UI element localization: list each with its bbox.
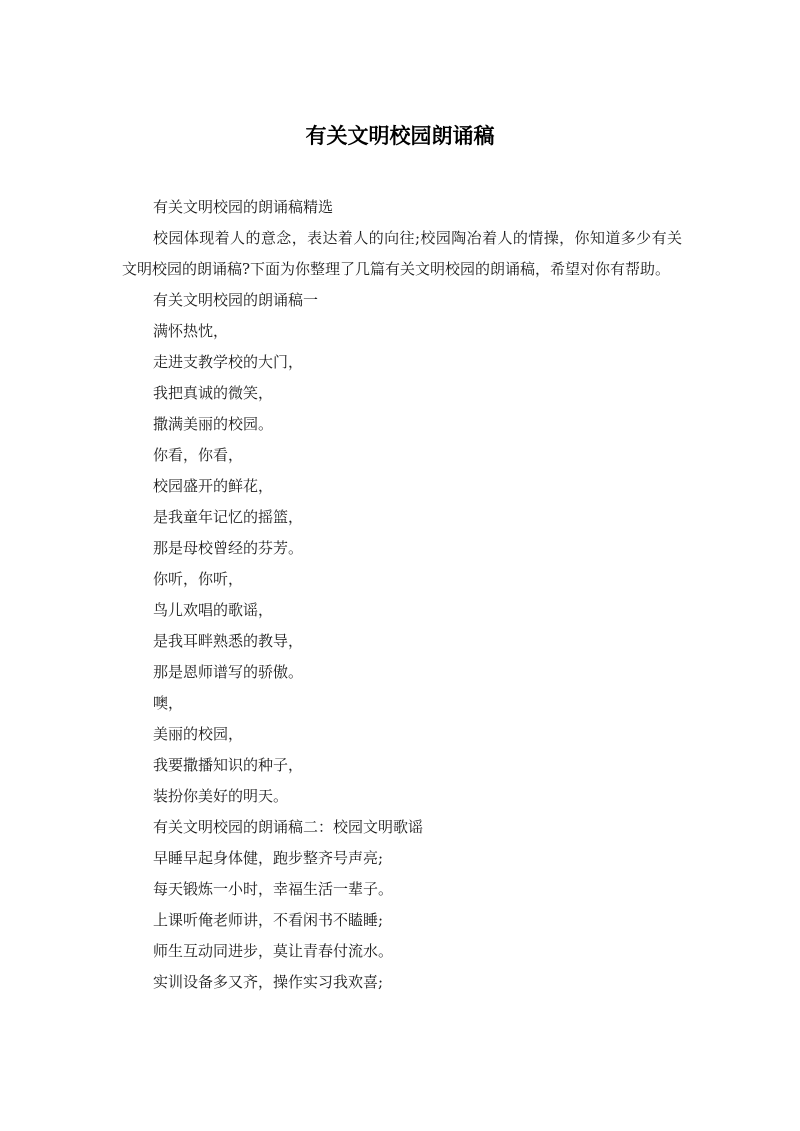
poem-line: 是我耳畔熟悉的教导， [153, 632, 304, 650]
poem-line: 那是恩师谱写的骄傲。 [153, 663, 304, 681]
poem-line: 噢， [153, 694, 184, 712]
ballad-line: 师生互动同进步，莫让青春付流水。 [153, 942, 394, 960]
poem-line: 我把真诚的微笑， [153, 384, 274, 402]
poem-line: 我要撒播知识的种子， [153, 756, 304, 774]
ballad-line: 上课听俺老师讲，不看闲书不瞌睡; [153, 911, 384, 929]
ballad-line: 早睡早起身体健，跑步整齐号声亮; [153, 849, 384, 867]
poem-line: 美丽的校园， [153, 725, 244, 743]
section-heading-selection: 有关文明校园的朗诵稿精选 [153, 198, 334, 216]
poem-line: 你看，你看， [153, 446, 244, 464]
section-heading-two: 有关文明校园的朗诵稿二：校园文明歌谣 [153, 818, 424, 836]
intro-paragraph: 校园体现着人的意念，表达着人的向往;校园陶冶着人的情操，你知道多少有关文明校园的朗诵稿?下面为你整理了几篇有关文明校园的朗诵稿，希望对你有帮助。 [122, 229, 682, 278]
poem-line: 是我童年记忆的摇篮， [153, 508, 304, 526]
document-body [122, 192, 682, 998]
poem-line: 满怀热忱， [153, 322, 229, 340]
ballad-line: 每天锻炼一小时，幸福生活一辈子。 [153, 880, 394, 898]
document-title: 有关文明校园朗诵稿 [305, 124, 495, 148]
poem-line: 校园盛开的鲜花， [153, 477, 274, 495]
poem-line: 走进支教学校的大门， [153, 353, 304, 371]
section-heading-one: 有关文明校园的朗诵稿一 [153, 291, 319, 309]
poem-line: 装扮你美好的明天。 [153, 787, 289, 805]
poem-line: 鸟儿欢唱的歌谣， [153, 601, 274, 619]
poem-line: 你听，你听， [153, 570, 244, 588]
ballad-line: 实训设备多又齐，操作实习我欢喜; [153, 973, 384, 991]
poem-line: 撒满美丽的校园。 [153, 415, 274, 433]
poem-line: 那是母校曾经的芬芳。 [153, 539, 304, 557]
